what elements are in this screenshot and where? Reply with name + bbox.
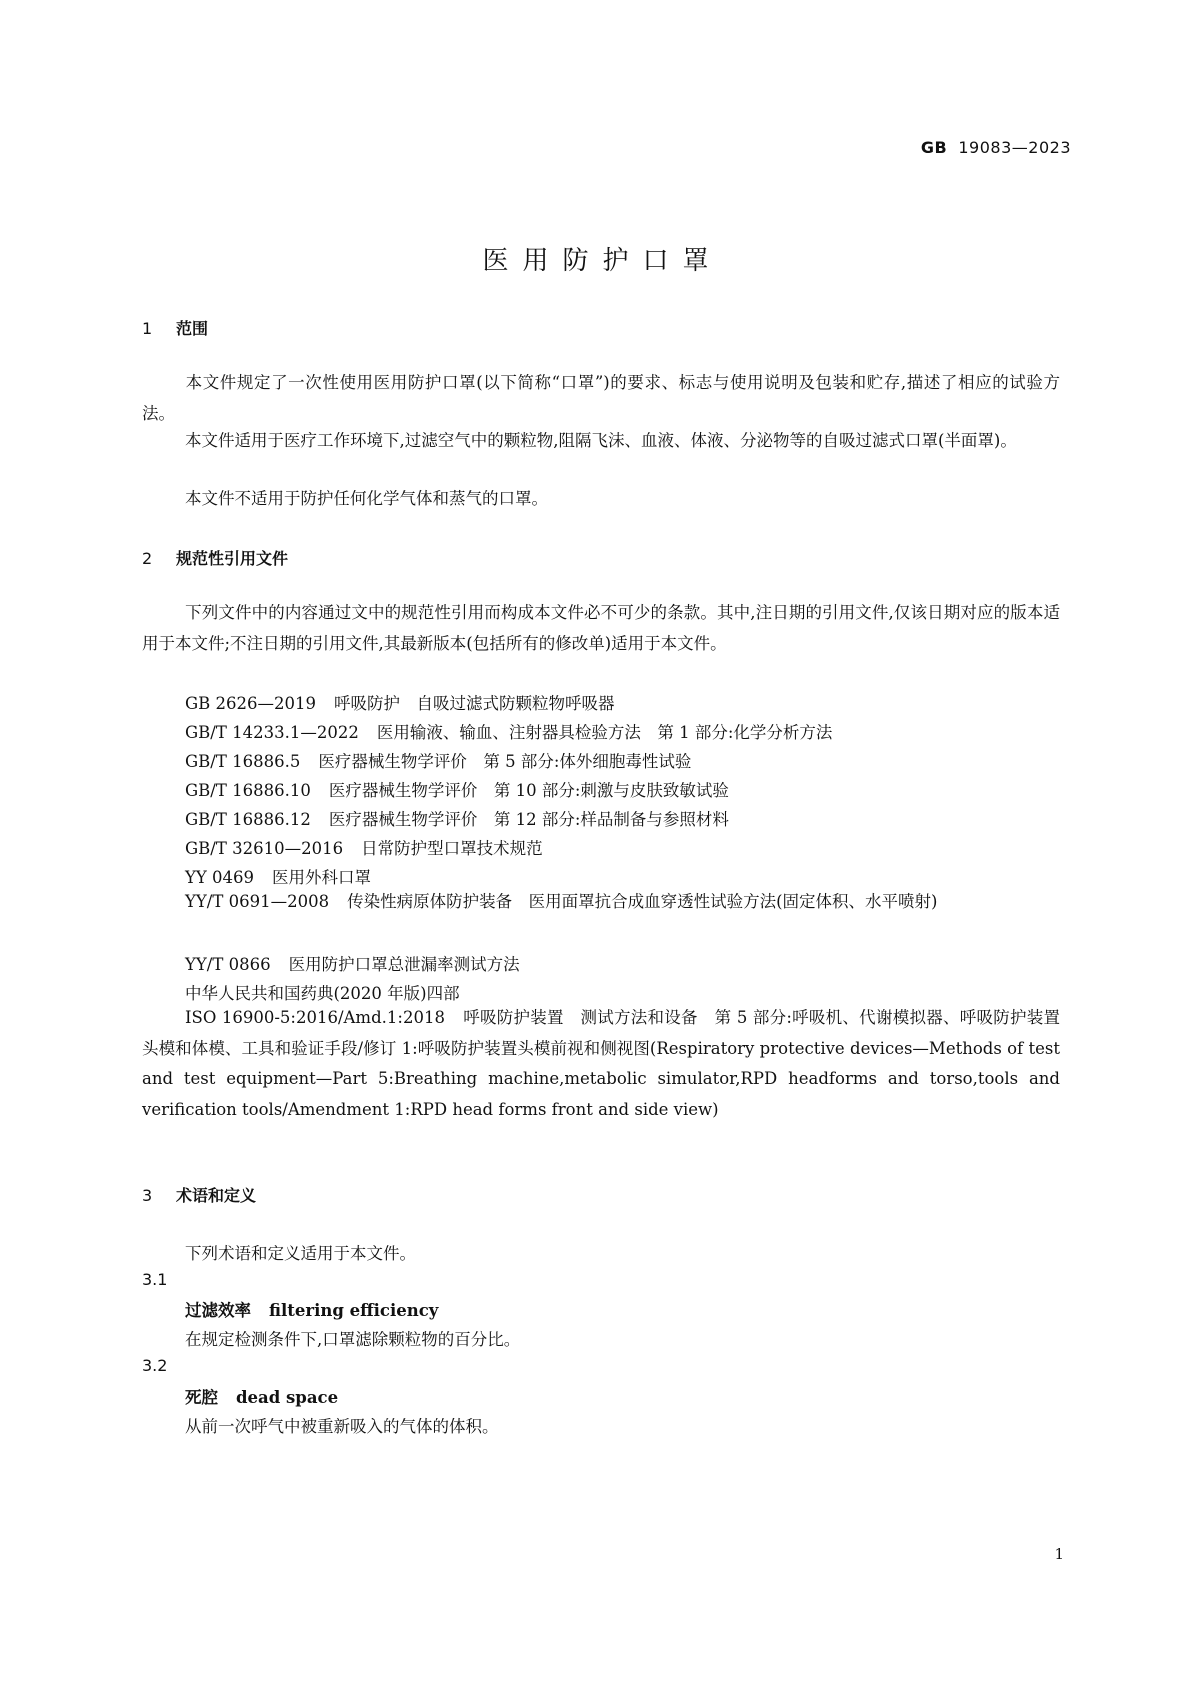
page-number: 1 bbox=[1054, 1545, 1064, 1563]
paragraph: 本文件适用于医疗工作环境下,过滤空气中的颗粒物,阻隔飞沫、血液、体液、分泌物等的自吸过滤式口罩(半面罩)。 bbox=[185, 431, 1017, 450]
section-3-heading: 3 术语和定义 bbox=[142, 1186, 257, 1205]
reference-item: GB/T 14233.1—2022 医用输液、输血、注射器具检验方法 第 1 部分:化学分析方法 bbox=[185, 723, 833, 742]
reference-item: ISO 16900-5:2016/Amd.1:2018 呼吸防护装置 测试方法和设备 第 5 部分:呼吸机、代谢模拟器、呼吸防护装置头模和体模、工具和验证手段/修订 1:呼吸防护装置头模前视和侧视图(Respiratory protective devices—Methods of test and test equipment—Part 5:Breathing machine,metabolic simulator,RPD headforms and torso,tools and verification tools/Amendment 1:RPD head forms front and side view) bbox=[142, 1008, 1061, 1119]
clause-number: 3.2 bbox=[142, 1356, 168, 1375]
standard-number: GB 19083—2023 bbox=[920, 138, 1071, 157]
document-title: 医用防护口罩 bbox=[482, 246, 723, 276]
term-title: 过滤效率 filtering efficiency bbox=[185, 1301, 439, 1320]
reference-item: GB 2626—2019 呼吸防护 自吸过滤式防颗粒物呼吸器 bbox=[185, 694, 615, 713]
reference-item: 中华人民共和国药典(2020 年版)四部 bbox=[185, 984, 460, 1003]
paragraph: 本文件不适用于防护任何化学气体和蒸气的口罩。 bbox=[185, 489, 548, 508]
paragraph: 下列文件中的内容通过文中的规范性引用而构成本文件必不可少的条款。其中,注日期的引用文件,仅该日期对应的版本适用于本文件;不注日期的引用文件,其最新版本(包括所有的修改单)适用于本文件。 bbox=[142, 603, 1060, 653]
section-2-heading: 2 规范性引用文件 bbox=[142, 549, 289, 568]
term-definition: 在规定检测条件下,口罩滤除颗粒物的百分比。 bbox=[185, 1330, 521, 1349]
section-1-heading: 1 范围 bbox=[142, 319, 209, 338]
reference-item: GB/T 16886.5 医疗器械生物学评价 第 5 部分:体外细胞毒性试验 bbox=[185, 752, 692, 771]
reference-item: YY/T 0691—2008 传染性病原体防护装备 医用面罩抗合成血穿透性试验方法(固定体积、水平喷射) bbox=[185, 892, 938, 911]
clause-number: 3.1 bbox=[142, 1270, 168, 1289]
section-3-intro: 下列术语和定义适用于本文件。 bbox=[185, 1244, 416, 1263]
paragraph: 本文件规定了一次性使用医用防护口罩(以下简称“口罩”)的要求、标志与使用说明及包装和贮存,描述了相应的试验方法。 bbox=[142, 373, 1060, 423]
reference-item: YY/T 0866 医用防护口罩总泄漏率测试方法 bbox=[185, 955, 520, 974]
term-title: 死腔 dead space bbox=[185, 1388, 339, 1407]
reference-item: GB/T 32610—2016 日常防护型口罩技术规范 bbox=[185, 839, 543, 858]
term-definition: 从前一次呼气中被重新吸入的气体的体积。 bbox=[185, 1417, 499, 1436]
reference-item: GB/T 16886.12 医疗器械生物学评价 第 12 部分:样品制备与参照材料 bbox=[185, 810, 729, 829]
reference-item: GB/T 16886.10 医疗器械生物学评价 第 10 部分:刺激与皮肤致敏试验 bbox=[185, 781, 729, 800]
reference-item: YY 0469 医用外科口罩 bbox=[185, 868, 372, 887]
